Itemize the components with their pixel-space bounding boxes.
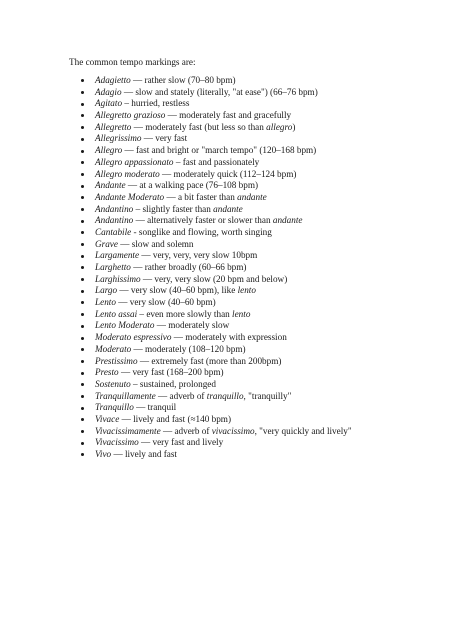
tempo-reference: andante (237, 191, 267, 202)
tempo-description: — alternatively faster or slower than (133, 215, 273, 226)
tempo-description: – even more slowly than (137, 308, 233, 319)
tempo-term: Allegretto (95, 121, 132, 132)
list-item (81, 309, 352, 321)
list-item (81, 169, 352, 181)
bullet-icon (81, 360, 84, 363)
tempo-description-tail: , "very quickly and lively" (254, 425, 352, 436)
bullet-icon (81, 278, 84, 281)
tempo-description: — very fast (168–200 bpm) (118, 367, 224, 378)
list-item (81, 227, 352, 239)
tempo-term: Grave (95, 238, 118, 249)
tempo-description: — moderately quick (112–124 bpm) (159, 168, 297, 179)
tempo-description: — very slow (40–60 bpm) (115, 297, 216, 308)
tempo-term: Andantino (95, 215, 134, 226)
tempo-description: — very slow (40–60 bpm), like (117, 285, 238, 296)
tempo-description: — adverb of (155, 390, 207, 401)
tempo-term: Vivace (95, 413, 120, 424)
bullet-icon (81, 301, 84, 304)
list-item (81, 379, 352, 391)
tempo-reference: andante (272, 215, 303, 226)
tempo-term: Prestissimo (95, 355, 138, 366)
bullet-icon (81, 161, 84, 164)
tempo-description: — a bit faster than (164, 191, 238, 202)
tempo-term: Largamente (95, 250, 140, 261)
tempo-description-tail: ) (292, 121, 296, 132)
tempo-description-tail: , "tranquilly" (243, 390, 292, 401)
bullet-icon (81, 138, 84, 141)
tempo-term: Moderato espressivo (95, 332, 172, 343)
bullet-icon (81, 407, 84, 410)
bullet-icon (81, 383, 84, 386)
tempo-term: Largo (95, 285, 118, 296)
list-item (81, 75, 352, 87)
bullet-icon (81, 231, 84, 234)
tempo-description: — very fast and lively (138, 437, 224, 448)
list-item (81, 285, 352, 297)
list-item (81, 204, 352, 216)
tempo-description: — moderately fast (but less so than (131, 121, 267, 132)
tempo-term: Vivacissimo (95, 437, 139, 448)
list-item (81, 367, 352, 379)
bullet-icon (81, 348, 84, 351)
tempo-description: — moderately fast and gracefully (165, 110, 292, 121)
tempo-markings-list (81, 75, 352, 461)
tempo-description: – hurried, restless (122, 98, 190, 109)
tempo-term: Lento assai (95, 308, 138, 319)
bullet-icon (81, 196, 84, 199)
tempo-description: — very fast (141, 133, 188, 144)
tempo-reference: vivacissimo (211, 425, 255, 436)
bullet-icon (81, 290, 84, 293)
tempo-reference: andante (213, 203, 243, 214)
tempo-term: Lento (95, 297, 116, 308)
bullet-icon (81, 442, 84, 445)
list-item (81, 426, 352, 438)
tempo-reference: allegro (266, 121, 293, 132)
bullet-icon (81, 103, 84, 106)
tempo-description: — slow and solemn (117, 238, 194, 249)
tempo-term: Andante Moderato (95, 191, 165, 202)
list-item (81, 391, 352, 403)
bullet-icon (81, 266, 84, 269)
tempo-term: Sostenuto (95, 378, 131, 389)
bullet-icon (81, 395, 84, 398)
bullet-icon (81, 325, 84, 328)
tempo-description: — extremely fast (more than 200bpm) (137, 355, 282, 366)
tempo-term: Adagio (95, 86, 122, 97)
list-item (81, 145, 352, 157)
tempo-term: Allegro moderato (95, 168, 160, 179)
bullet-icon (81, 208, 84, 211)
bullet-icon (81, 255, 84, 258)
bullet-icon (81, 91, 84, 94)
list-item (81, 320, 352, 332)
tempo-description: — slow and stately (literally, "at ease") (66–76 bpm) (121, 86, 318, 97)
list-item (81, 180, 352, 192)
bullet-icon (81, 418, 84, 421)
tempo-description: — very, very, very slow 10bpm (139, 250, 258, 261)
list-item (81, 414, 352, 426)
list-item (81, 437, 352, 449)
list-item (81, 157, 352, 169)
tempo-term: Larghetto (95, 262, 131, 272)
list-item (81, 402, 352, 414)
list-item (81, 274, 352, 286)
tempo-term: Tranquillamente (95, 390, 156, 401)
tempo-term: Lento Moderato (95, 320, 155, 331)
bullet-icon (81, 173, 84, 176)
tempo-term: Adagietto (95, 75, 131, 85)
bullet-icon (81, 79, 84, 82)
list-item (81, 110, 352, 122)
list-item (81, 87, 352, 99)
list-item (81, 356, 352, 368)
tempo-term: Cantabile (95, 226, 132, 237)
bullet-icon (81, 126, 84, 129)
list-item (81, 192, 352, 204)
bullet-icon (81, 430, 84, 433)
bullet-icon (81, 313, 84, 316)
list-item (81, 239, 352, 251)
tempo-description: — at a walking pace (76–108 bpm) (125, 180, 259, 191)
tempo-description: — tranquil (133, 402, 177, 413)
list-item (81, 98, 352, 110)
tempo-description: – fast and passionately (173, 156, 260, 167)
list-item (81, 297, 352, 309)
tempo-description: — moderately (108–120 bpm) (131, 343, 246, 354)
tempo-term: Allegro appassionato (95, 156, 174, 167)
tempo-reference: lento (237, 285, 256, 296)
list-item (81, 133, 352, 145)
tempo-description: — lively and fast (111, 449, 177, 459)
tempo-description: — moderately slow (154, 320, 230, 331)
tempo-description: — rather broadly (60–66 bpm) (130, 262, 247, 272)
tempo-term: Tranquillo (95, 402, 134, 413)
tempo-term: Vivacissimamente (95, 425, 161, 436)
list-item (81, 250, 352, 262)
tempo-description: — rather slow (70–80 bpm) (130, 75, 236, 85)
list-item (81, 332, 352, 344)
tempo-description: — very, very slow (20 bpm and below) (140, 273, 288, 284)
tempo-description: – slightly faster than (133, 203, 214, 214)
bullet-icon (81, 114, 84, 117)
bullet-icon (81, 337, 84, 340)
tempo-term: Andante (95, 180, 126, 191)
tempo-term: Allegrissimo (95, 133, 142, 144)
tempo-description: — adverb of (160, 425, 212, 436)
list-item (81, 122, 352, 134)
tempo-description: — fast and bright or "march tempo" (120–168 bpm) (122, 145, 317, 156)
tempo-term: Allegro (95, 145, 123, 156)
tempo-term: Presto (95, 367, 119, 378)
tempo-description: – sustained, prolonged (130, 378, 216, 389)
bullet-icon (81, 243, 84, 246)
tempo-description: — moderately with expression (171, 332, 287, 343)
intro-text: The common tempo markings are: (69, 57, 196, 67)
tempo-reference: lento (232, 308, 251, 319)
bullet-icon (81, 372, 84, 375)
tempo-term: Allegretto grazioso (95, 110, 166, 121)
bullet-icon (81, 220, 84, 223)
tempo-term: Andantino (95, 203, 134, 214)
list-item (81, 344, 352, 356)
bullet-icon (81, 185, 84, 188)
tempo-term: Moderato (95, 343, 132, 354)
bullet-icon (81, 453, 84, 456)
tempo-reference: tranquillo (206, 390, 244, 401)
tempo-term: Vivo (95, 449, 112, 459)
list-item (81, 262, 352, 274)
list-item (81, 215, 352, 227)
bullet-icon (81, 150, 84, 153)
list-item (81, 449, 352, 461)
tempo-description: - songlike and flowing, worth singing (131, 226, 272, 237)
tempo-term: Larghissimo (95, 273, 141, 284)
tempo-term: Agitato (95, 98, 123, 109)
tempo-description: — lively and fast (≈140 bpm) (119, 413, 232, 424)
